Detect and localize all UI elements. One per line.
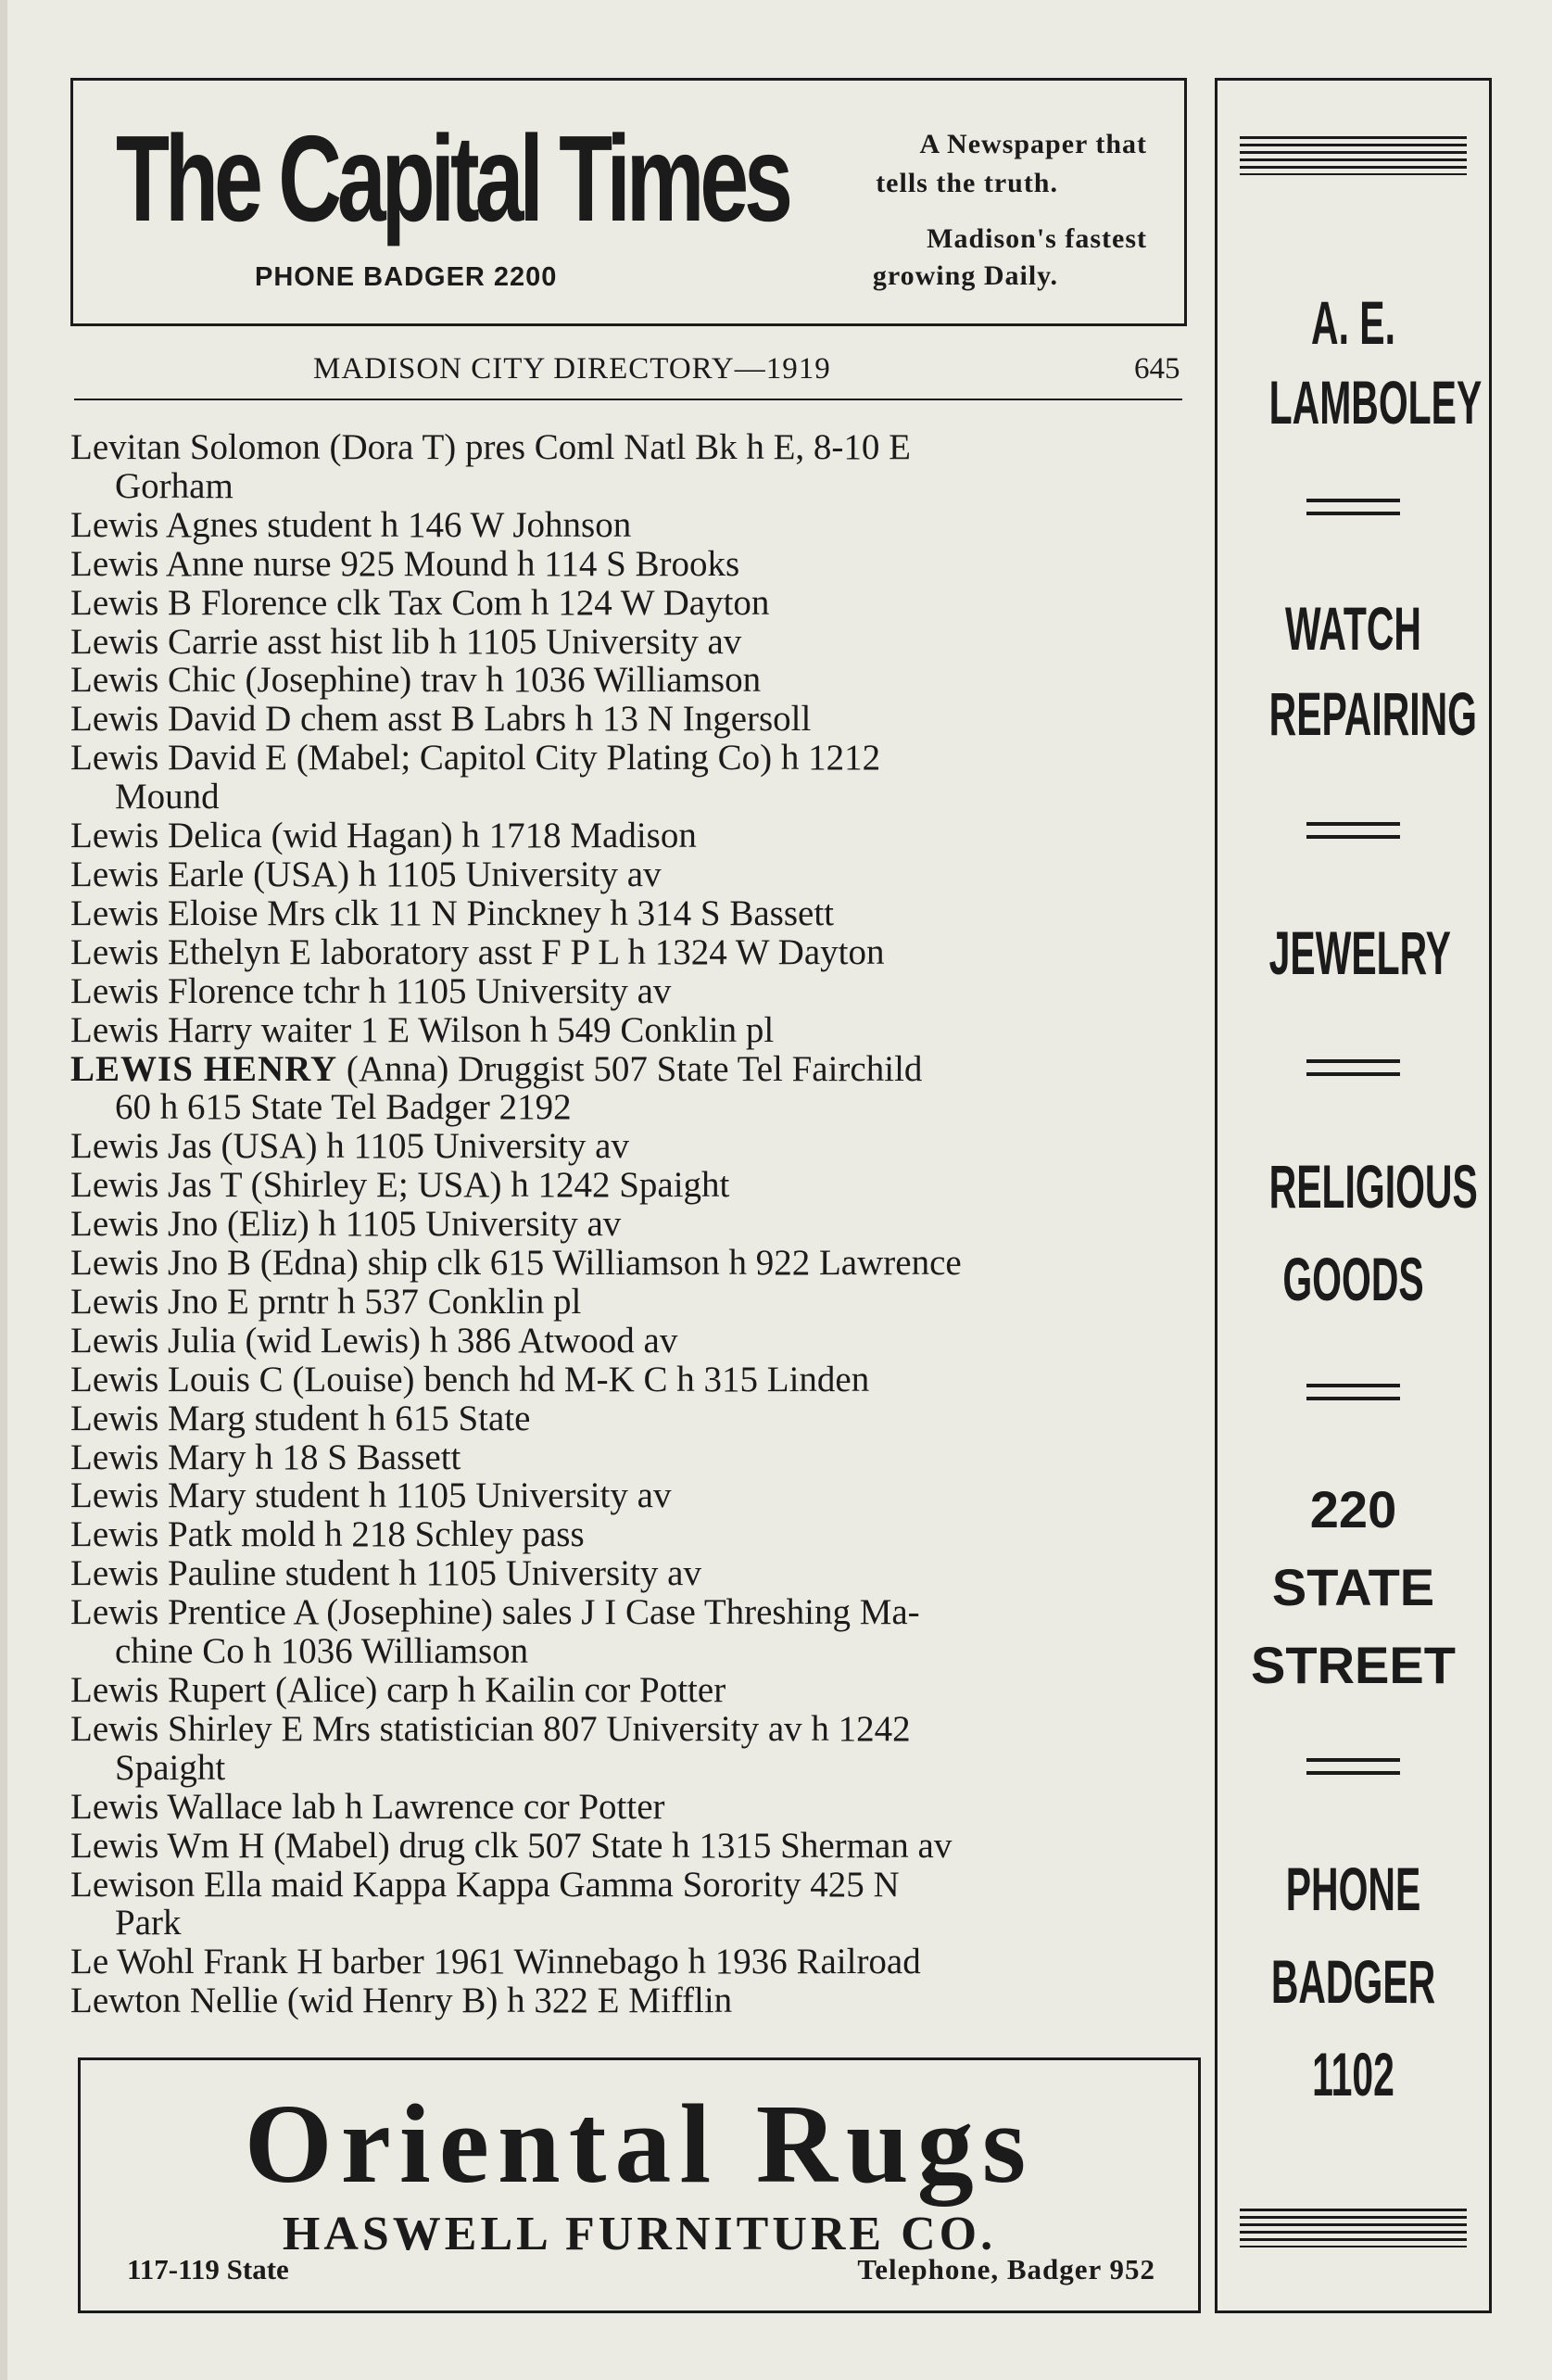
list-item: Le Wohl Frank H barber 1961 Winnebago h 1936 Railroad (70, 1942, 921, 1982)
ad-name-initials: A. E. (1311, 288, 1395, 357)
page-edge (0, 0, 7, 2380)
list-item: Lewis David D chem asst B Labrs h 13 N Ingersoll (70, 699, 812, 740)
service-jewelry: JEWELRY (1268, 918, 1451, 987)
list-item: Lewis Harry waiter 1 E Wilson h 549 Conklin pl (70, 1009, 775, 1050)
ad-address: 117-119 State (127, 2253, 289, 2285)
service-repairing: REPAIRING (1268, 679, 1477, 748)
list-item: Lewison Ella maid Kappa Kappa Gamma Sorority 425 N (70, 1864, 900, 1905)
list-item: Lewis Wm H (Mabel) drug clk 507 State h 1315 Sherman av (70, 1825, 953, 1866)
page-number: 645 (1134, 352, 1180, 386)
ad-name-surname: LAMBOLEY (1268, 368, 1483, 437)
list-item: Lewis Jno B (Edna) ship clk 615 Williamson h 922 Lawrence (70, 1243, 962, 1284)
list-item: Lewis Prentice A (Josephine) sales J I Case Threshing Ma- (70, 1592, 920, 1633)
list-item: Lewis Wallace lab h Lawrence cor Potter (70, 1786, 665, 1827)
separator (1306, 1059, 1400, 1076)
phone-exchange: BADGER (1270, 1947, 1436, 2016)
list-item: Lewis Carrie asst hist lib h 1105 University av (70, 621, 742, 662)
list-item: Lewis Rupert (Alice) carp h Kailin cor Potter (70, 1670, 726, 1710)
newspaper-phone: PHONE BADGER 2200 (255, 262, 558, 292)
list-item: Lewis Anne nurse 925 Mound h 114 S Brooks (70, 543, 740, 584)
list-item: Lewis Ethelyn E laboratory asst F P L h 1324 W Dayton (70, 931, 885, 972)
list-item: Lewis Patk mold h 218 Schley pass (70, 1514, 585, 1555)
address-number: 220 (1309, 1480, 1397, 1538)
list-item: Lewis Mary student h 1105 University av (70, 1475, 672, 1516)
service-religious: RELIGIOUS (1268, 1152, 1478, 1221)
address-state: STATE (1271, 1558, 1435, 1616)
separator (1306, 1384, 1400, 1400)
lamboley-ad (1215, 78, 1492, 2313)
service-watch: WATCH (1285, 594, 1421, 663)
list-item: Lewis Florence tchr h 1105 University av (70, 970, 672, 1011)
list-item-featured (70, 1050, 1201, 1089)
list-item-continuation: chine Co h 1036 Williamson (115, 1631, 529, 1672)
capital-times-ad (70, 78, 1187, 326)
decorative-rules-top (1240, 136, 1467, 175)
newspaper-title: The Capital Times (116, 110, 789, 247)
tagline-line-3: Madison's fastest (927, 223, 1147, 254)
list-item: Lewis Earle (USA) h 1105 University av (70, 854, 662, 894)
list-item: Lewton Nellie (wid Henry B) h 322 E Mifflin (70, 1981, 733, 2021)
list-item: Lewis B Florence clk Tax Com h 124 W Dayton (70, 582, 770, 623)
separator (1306, 1758, 1400, 1775)
list-item: Lewis Agnes student h 146 W Johnson (70, 504, 632, 545)
featured-details: (Anna) Druggist 507 State Tel Fairchild (346, 1048, 923, 1089)
tagline-line-2: tells the truth. (876, 168, 1058, 198)
list-item: Lewis Marg student h 615 State (70, 1398, 531, 1438)
list-item: Lewis Chic (Josephine) trav h 1036 Williamson (70, 660, 762, 701)
list-item: Lewis Jno E prntr h 537 Conklin pl (70, 1281, 582, 1322)
tagline-line-1: A Newspaper that (919, 129, 1147, 159)
phone-label: PHONE (1285, 1855, 1421, 1923)
list-item: Lewis Jas (USA) h 1105 University av (70, 1126, 629, 1167)
tagline-line-4: growing Daily. (872, 260, 1058, 291)
list-item-continuation: Spaight (115, 1747, 226, 1788)
oriental-rugs-ad (78, 2057, 1201, 2313)
ad-headline: Oriental Rugs (244, 2082, 1035, 2207)
list-item: Lewis Mary h 18 S Bassett (70, 1437, 461, 1477)
list-item: Lewis Jno (Eliz) h 1105 University av (70, 1204, 622, 1245)
list-item-continuation: Park (115, 1903, 182, 1943)
phone-number: 1102 (1312, 2040, 1394, 2108)
separator (1306, 822, 1400, 839)
list-item: Lewis David E (Mabel; Capitol City Plating Co) h 1212 (70, 738, 881, 779)
list-item-continuation: Mound (115, 777, 220, 817)
directory-listings (70, 428, 1201, 2020)
separator (1306, 499, 1400, 515)
decorative-rules-bottom (1240, 2209, 1467, 2247)
list-item-continuation: Gorham (115, 465, 233, 506)
featured-name: LEWIS HENRY (70, 1048, 338, 1089)
list-item: Lewis Shirley E Mrs statistician 807 University av h 1242 (70, 1708, 911, 1749)
service-goods: GOODS (1282, 1245, 1424, 1313)
list-item: Lewis Jas T (Shirley E; USA) h 1242 Spaight (70, 1165, 730, 1206)
header-rule (74, 399, 1182, 400)
list-item: Lewis Pauline student h 1105 University av (70, 1553, 701, 1594)
list-item-continuation: 60 h 615 State Tel Badger 2192 (115, 1087, 572, 1128)
list-item: Lewis Louis C (Louise) bench hd M-K C h 315 Linden (70, 1359, 870, 1399)
list-item: Lewis Eloise Mrs clk 11 N Pinckney h 314 S Bassett (70, 892, 834, 933)
running-head: MADISON CITY DIRECTORY—1919 (313, 352, 831, 386)
list-item: Levitan Solomon (Dora T) pres Coml Natl Bk h E, 8-10 E (70, 427, 911, 467)
list-item: Lewis Julia (wid Lewis) h 386 Atwood av (70, 1320, 678, 1361)
ad-telephone: Telephone, Badger 952 (857, 2253, 1155, 2285)
ad-company: HASWELL FURNITURE CO. (282, 2208, 997, 2260)
list-item: Lewis Delica (wid Hagan) h 1718 Madison (70, 816, 697, 856)
address-street: STREET (1251, 1636, 1456, 1694)
